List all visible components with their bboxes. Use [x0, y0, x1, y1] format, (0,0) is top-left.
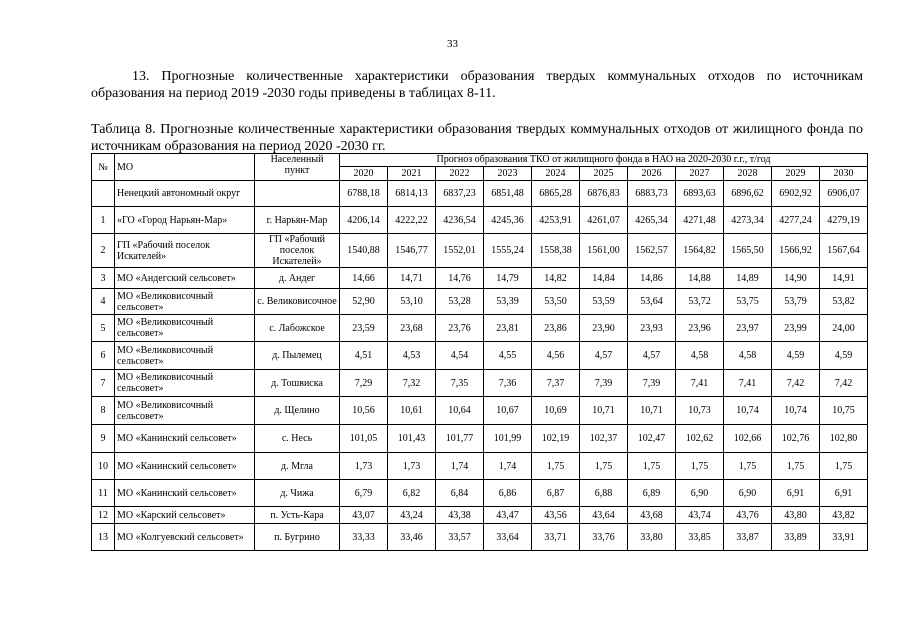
- row-value: 4,56: [532, 342, 580, 370]
- table-row: [92, 289, 868, 315]
- row-number: 7: [92, 370, 115, 397]
- row-value: 4279,19: [820, 207, 868, 234]
- row-value: 6876,83: [580, 181, 628, 207]
- row-value: 102,76: [772, 425, 820, 453]
- row-value: 6,91: [820, 480, 868, 507]
- row-value: 4236,54: [436, 207, 484, 234]
- row-value: 43,56: [532, 507, 580, 524]
- row-value: 6,79: [340, 480, 388, 507]
- row-value: 6,91: [772, 480, 820, 507]
- row-value: 33,57: [436, 524, 484, 551]
- row-value: 7,41: [724, 370, 772, 397]
- row-mo: МО «Великовисочный сельсовет»: [115, 289, 255, 315]
- row-number: 1: [92, 207, 115, 234]
- row-mo: МО «Канинский сельсовет»: [115, 425, 255, 453]
- row-value: 1,75: [676, 453, 724, 480]
- row-value: 14,71: [388, 268, 436, 289]
- row-value: 1,75: [820, 453, 868, 480]
- row-mo: МО «Канинский сельсовет»: [115, 453, 255, 480]
- row-value: 6,90: [724, 480, 772, 507]
- row-value: 7,32: [388, 370, 436, 397]
- row-value: 53,72: [676, 289, 724, 315]
- row-value: 4273,34: [724, 207, 772, 234]
- row-value: 23,86: [532, 315, 580, 342]
- row-value: 10,71: [628, 397, 676, 425]
- table-caption: Таблица 8. Прогнозные количественные характеристики образования твердых коммунальных отходов от жилищного фонда по источникам образования на период 2020 -2030 гг.: [91, 122, 863, 154]
- row-mo: МО «Канинский сельсовет»: [115, 480, 255, 507]
- row-value: 23,59: [340, 315, 388, 342]
- row-value: 1564,82: [676, 234, 724, 268]
- table-row: [92, 342, 868, 370]
- row-value: 10,71: [580, 397, 628, 425]
- row-number: 5: [92, 315, 115, 342]
- row-settlement: п. Усть-Кара: [255, 507, 340, 524]
- row-value: 53,59: [580, 289, 628, 315]
- row-value: 1,75: [724, 453, 772, 480]
- row-number: 9: [92, 425, 115, 453]
- row-value: 7,42: [820, 370, 868, 397]
- row-value: 102,80: [820, 425, 868, 453]
- row-value: 33,91: [820, 524, 868, 551]
- row-value: 4,57: [628, 342, 676, 370]
- row-mo: МО «Колгуевский сельсовет»: [115, 524, 255, 551]
- row-value: 4,57: [580, 342, 628, 370]
- row-value: 102,62: [676, 425, 724, 453]
- row-number: [92, 181, 115, 207]
- row-value: 4,55: [484, 342, 532, 370]
- row-value: 33,87: [724, 524, 772, 551]
- row-value: 23,90: [580, 315, 628, 342]
- row-settlement: д. Пылемец: [255, 342, 340, 370]
- row-value: 53,79: [772, 289, 820, 315]
- row-value: 43,82: [820, 507, 868, 524]
- row-number: 11: [92, 480, 115, 507]
- row-value: 4,54: [436, 342, 484, 370]
- row-settlement: с. Великовисочное: [255, 289, 340, 315]
- row-value: 1552,01: [436, 234, 484, 268]
- row-value: 6814,13: [388, 181, 436, 207]
- row-value: 1546,77: [388, 234, 436, 268]
- row-mo: Ненецкий автономный округ: [115, 181, 255, 207]
- row-value: 23,76: [436, 315, 484, 342]
- row-value: 4,51: [340, 342, 388, 370]
- row-value: 33,46: [388, 524, 436, 551]
- row-number: 13: [92, 524, 115, 551]
- row-value: 6788,18: [340, 181, 388, 207]
- intro-paragraph: 13. Прогнозные количественные характеристики образования твердых коммунальных отходов по источникам образования на период 2019 -2030 годы приведены в таблицах 8-11.: [91, 69, 863, 101]
- table-body: [92, 181, 868, 551]
- row-value: 4265,34: [628, 207, 676, 234]
- row-number: 3: [92, 268, 115, 289]
- row-value: 14,89: [724, 268, 772, 289]
- row-mo: ГП «Рабочий поселок Искателей»: [115, 234, 255, 268]
- row-value: 101,43: [388, 425, 436, 453]
- row-value: 101,77: [436, 425, 484, 453]
- row-value: 33,89: [772, 524, 820, 551]
- header-number: №: [92, 154, 115, 181]
- row-number: 8: [92, 397, 115, 425]
- row-value: 6837,23: [436, 181, 484, 207]
- row-mo: МО «Андегский сельсовет»: [115, 268, 255, 289]
- row-value: 23,97: [724, 315, 772, 342]
- year-header: 2022: [436, 167, 484, 181]
- row-value: 4,58: [676, 342, 724, 370]
- row-value: 33,76: [580, 524, 628, 551]
- row-value: 52,90: [340, 289, 388, 315]
- row-value: 4,58: [724, 342, 772, 370]
- row-value: 53,82: [820, 289, 868, 315]
- row-value: 1,75: [580, 453, 628, 480]
- year-header: 2028: [724, 167, 772, 181]
- row-value: 102,66: [724, 425, 772, 453]
- row-value: 53,28: [436, 289, 484, 315]
- row-value: 102,37: [580, 425, 628, 453]
- table-row: [92, 397, 868, 425]
- row-value: 1,73: [340, 453, 388, 480]
- table-row: [92, 315, 868, 342]
- header-mo: МО: [115, 154, 255, 181]
- row-value: 10,61: [388, 397, 436, 425]
- row-value: 6896,62: [724, 181, 772, 207]
- row-value: 6893,63: [676, 181, 724, 207]
- row-value: 23,93: [628, 315, 676, 342]
- row-number: 6: [92, 342, 115, 370]
- row-mo: МО «Великовисочный сельсовет»: [115, 315, 255, 342]
- row-value: 1,75: [532, 453, 580, 480]
- row-value: 33,85: [676, 524, 724, 551]
- row-value: 43,38: [436, 507, 484, 524]
- row-value: 53,10: [388, 289, 436, 315]
- row-value: 43,80: [772, 507, 820, 524]
- row-value: 33,33: [340, 524, 388, 551]
- year-header: 2024: [532, 167, 580, 181]
- row-settlement: д. Чижа: [255, 480, 340, 507]
- table-row: [92, 207, 868, 234]
- year-header: 2023: [484, 167, 532, 181]
- table-row: [92, 425, 868, 453]
- page-number: 33: [447, 38, 458, 50]
- row-value: 7,39: [628, 370, 676, 397]
- row-value: 23,81: [484, 315, 532, 342]
- row-value: 6,89: [628, 480, 676, 507]
- row-value: 4277,24: [772, 207, 820, 234]
- row-number: 10: [92, 453, 115, 480]
- table-row: [92, 268, 868, 289]
- row-mo: МО «Великовисочный сельсовет»: [115, 397, 255, 425]
- table-row: [92, 480, 868, 507]
- row-value: 23,99: [772, 315, 820, 342]
- row-value: 10,73: [676, 397, 724, 425]
- row-value: 6,82: [388, 480, 436, 507]
- row-value: 6883,73: [628, 181, 676, 207]
- row-value: 4261,07: [580, 207, 628, 234]
- row-value: 6,90: [676, 480, 724, 507]
- row-mo: МО «Карский сельсовет»: [115, 507, 255, 524]
- row-value: 10,64: [436, 397, 484, 425]
- row-value: 4206,14: [340, 207, 388, 234]
- row-mo: МО «Великовисочный сельсовет»: [115, 370, 255, 397]
- row-value: 10,69: [532, 397, 580, 425]
- row-value: 102,19: [532, 425, 580, 453]
- row-value: 10,56: [340, 397, 388, 425]
- row-value: 43,76: [724, 507, 772, 524]
- row-value: 43,24: [388, 507, 436, 524]
- year-header: 2025: [580, 167, 628, 181]
- table-row: [92, 524, 868, 551]
- forecast-table: [91, 153, 868, 551]
- year-header: 2030: [820, 167, 868, 181]
- row-value: 53,64: [628, 289, 676, 315]
- row-value: 6,84: [436, 480, 484, 507]
- row-value: 1,73: [388, 453, 436, 480]
- row-value: 14,76: [436, 268, 484, 289]
- row-settlement: ГП «Рабочий поселок Искателей»: [255, 234, 340, 268]
- row-value: 14,90: [772, 268, 820, 289]
- year-header: 2021: [388, 167, 436, 181]
- row-value: 53,50: [532, 289, 580, 315]
- row-value: 1,74: [436, 453, 484, 480]
- row-value: 7,37: [532, 370, 580, 397]
- row-value: 14,91: [820, 268, 868, 289]
- row-settlement: д. Тошвиска: [255, 370, 340, 397]
- row-settlement: [255, 181, 340, 207]
- row-value: 4,59: [772, 342, 820, 370]
- table-row: [92, 370, 868, 397]
- row-value: 53,39: [484, 289, 532, 315]
- row-number: 12: [92, 507, 115, 524]
- row-settlement: д. Андег: [255, 268, 340, 289]
- row-number: 4: [92, 289, 115, 315]
- row-value: 1567,64: [820, 234, 868, 268]
- row-value: 7,29: [340, 370, 388, 397]
- row-value: 6,88: [580, 480, 628, 507]
- year-header: 2020: [340, 167, 388, 181]
- row-value: 10,74: [772, 397, 820, 425]
- row-value: 7,36: [484, 370, 532, 397]
- row-value: 4,59: [820, 342, 868, 370]
- row-value: 6906,07: [820, 181, 868, 207]
- row-value: 24,00: [820, 315, 868, 342]
- year-header: 2029: [772, 167, 820, 181]
- row-value: 23,68: [388, 315, 436, 342]
- row-value: 4222,22: [388, 207, 436, 234]
- year-header: 2027: [676, 167, 724, 181]
- row-value: 6902,92: [772, 181, 820, 207]
- row-settlement: д. Щелино: [255, 397, 340, 425]
- row-settlement: п. Бугрино: [255, 524, 340, 551]
- row-value: 14,88: [676, 268, 724, 289]
- year-header: 2026: [628, 167, 676, 181]
- row-value: 14,86: [628, 268, 676, 289]
- row-value: 43,47: [484, 507, 532, 524]
- row-mo: МО «Великовисочный сельсовет»: [115, 342, 255, 370]
- row-value: 1562,57: [628, 234, 676, 268]
- row-value: 43,64: [580, 507, 628, 524]
- row-value: 1,75: [772, 453, 820, 480]
- row-value: 14,84: [580, 268, 628, 289]
- table-header-row: [92, 154, 868, 167]
- row-value: 33,80: [628, 524, 676, 551]
- row-value: 6,87: [532, 480, 580, 507]
- row-value: 14,79: [484, 268, 532, 289]
- row-value: 33,71: [532, 524, 580, 551]
- row-settlement: д. Мгла: [255, 453, 340, 480]
- row-value: 53,75: [724, 289, 772, 315]
- row-value: 14,82: [532, 268, 580, 289]
- row-value: 7,35: [436, 370, 484, 397]
- row-settlement: с. Лабожское: [255, 315, 340, 342]
- row-value: 7,41: [676, 370, 724, 397]
- row-value: 10,75: [820, 397, 868, 425]
- row-value: 43,07: [340, 507, 388, 524]
- row-value: 43,68: [628, 507, 676, 524]
- row-value: 1561,00: [580, 234, 628, 268]
- table-row: [92, 507, 868, 524]
- table-row: [92, 181, 868, 207]
- row-value: 4253,91: [532, 207, 580, 234]
- table-row: [92, 234, 868, 268]
- row-value: 7,42: [772, 370, 820, 397]
- row-value: 4245,36: [484, 207, 532, 234]
- row-value: 4,53: [388, 342, 436, 370]
- row-value: 101,99: [484, 425, 532, 453]
- row-value: 23,96: [676, 315, 724, 342]
- row-value: 6865,28: [532, 181, 580, 207]
- table-row: [92, 453, 868, 480]
- row-value: 10,67: [484, 397, 532, 425]
- row-value: 1566,92: [772, 234, 820, 268]
- header-forecast: Прогноз образования ТКО от жилищного фонда в НАО на 2020-2030 г.г., т/год: [340, 154, 868, 167]
- row-value: 6851,48: [484, 181, 532, 207]
- row-value: 1558,38: [532, 234, 580, 268]
- row-value: 14,66: [340, 268, 388, 289]
- row-value: 43,74: [676, 507, 724, 524]
- row-value: 10,74: [724, 397, 772, 425]
- row-value: 1,74: [484, 453, 532, 480]
- row-value: 1540,88: [340, 234, 388, 268]
- row-settlement: с. Несь: [255, 425, 340, 453]
- row-number: 2: [92, 234, 115, 268]
- row-value: 102,47: [628, 425, 676, 453]
- row-value: 4271,48: [676, 207, 724, 234]
- row-value: 1555,24: [484, 234, 532, 268]
- row-value: 1,75: [628, 453, 676, 480]
- row-value: 7,39: [580, 370, 628, 397]
- row-value: 33,64: [484, 524, 532, 551]
- row-value: 6,86: [484, 480, 532, 507]
- row-value: 101,05: [340, 425, 388, 453]
- row-mo: «ГО «Город Нарьян-Мар»: [115, 207, 255, 234]
- row-settlement: г. Нарьян-Мар: [255, 207, 340, 234]
- row-value: 1565,50: [724, 234, 772, 268]
- header-settlement: Населенный пункт: [255, 154, 340, 181]
